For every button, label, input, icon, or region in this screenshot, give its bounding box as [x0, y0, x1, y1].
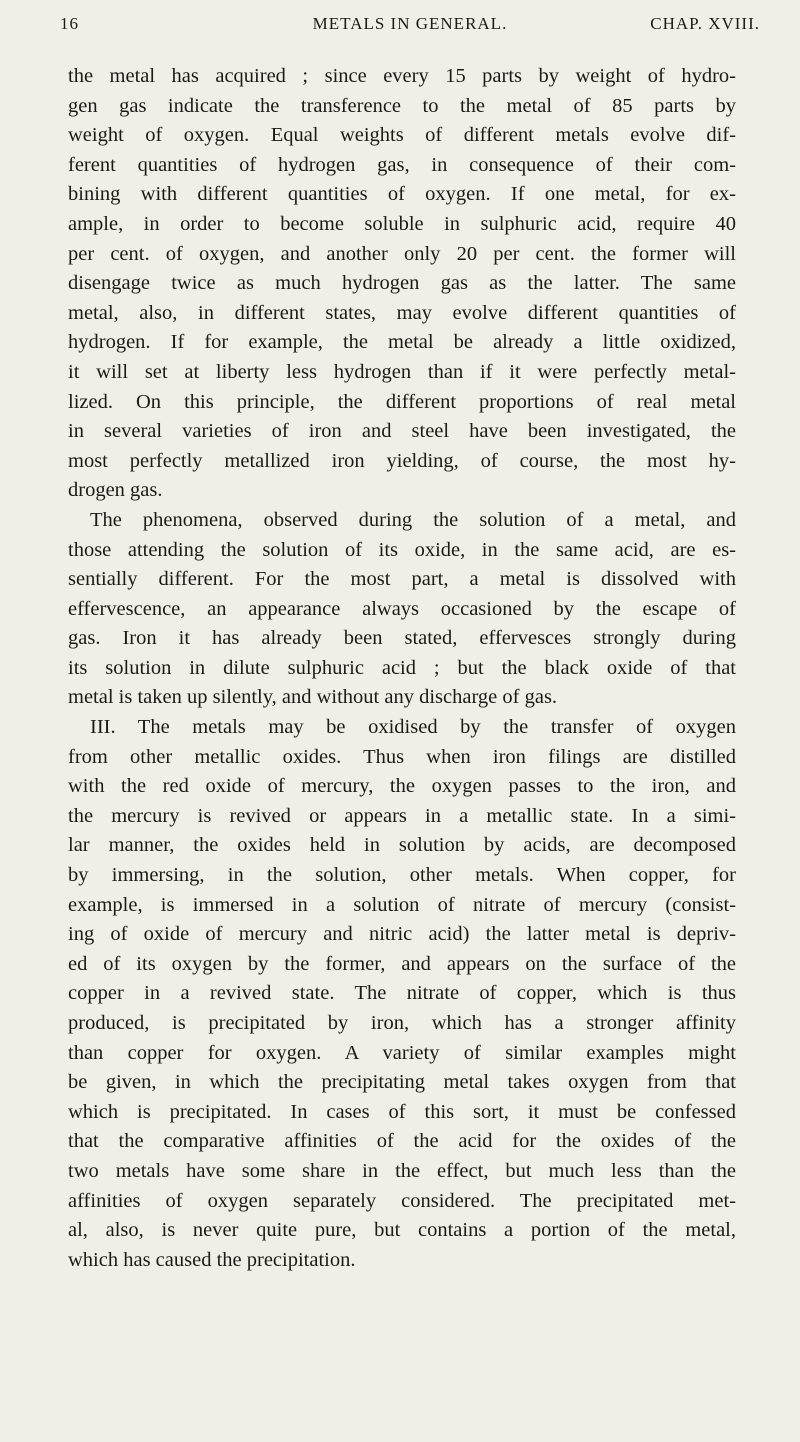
text-line: metal, also, in different states, may evolve different quantities of [68, 301, 736, 324]
text-line: hydrogen. If for example, the metal be already a little oxidized, [68, 331, 736, 354]
text-line: from other metallic oxides. Thus when iron filings are distilled [68, 745, 736, 768]
text-line: which has caused the precipitation. [68, 1248, 356, 1271]
text-line: the metal has acquired ; since every 15 parts by weight of hydro- [68, 65, 736, 87]
text-line: be given, in which the precipitating metal takes oxygen from that [68, 1071, 736, 1094]
text-line: by immersing, in the solution, other metals. When copper, for [68, 864, 736, 887]
text-line: example, is immersed in a solution of nitrate of mercury (consist- [68, 893, 736, 916]
text-line: its solution in dilute sulphuric acid ; but the black oxide of that [68, 656, 736, 679]
text-line: two metals have some share in the effect, but much less than the [68, 1159, 736, 1182]
text-line: which is precipitated. In cases of this sort, it must be confessed [68, 1100, 736, 1123]
text-line: ample, in order to become soluble in sulphuric acid, require 40 [68, 212, 736, 235]
text-line: disengage twice as much hydrogen gas as the latter. The same [68, 272, 736, 295]
text-line: per cent. of oxygen, and another only 20 per cent. the former will [68, 242, 736, 265]
text-line: copper in a revived state. The nitrate of copper, which is thus [68, 982, 736, 1005]
text-line: most perfectly metallized iron yielding, of course, the most hy- [68, 449, 736, 472]
text-line: those attending the solution of its oxide, in the same acid, are es- [68, 538, 736, 561]
text-line: gas. Iron it has already been stated, effervesces strongly during [68, 627, 736, 650]
text-line: weight of oxygen. Equal weights of different metals evolve dif- [68, 124, 736, 147]
text-line: the mercury is revived or appears in a metallic state. In a simi- [68, 804, 736, 827]
text-line: al, also, is never quite pure, but contains a portion of the metal, [68, 1219, 736, 1242]
text-line: drogen gas. [68, 479, 163, 502]
text-line: that the comparative affinities of the acid for the oxides of the [68, 1130, 736, 1153]
text-line: ed of its oxygen by the former, and appears on the surface of the [68, 952, 736, 975]
running-head [60, 14, 760, 44]
body-text [68, 62, 736, 1275]
text-line: ing of oxide of mercury and nitric acid) the latter metal is depriv- [68, 923, 736, 946]
text-line: affinities of oxygen separately considered. The precipitated met- [68, 1189, 736, 1212]
text-line: in several varieties of iron and steel have been investigated, the [68, 420, 736, 443]
text-line: than copper for oxygen. A variety of similar examples might [68, 1041, 736, 1064]
text-line: lized. On this principle, the different proportions of real metal [68, 390, 736, 413]
text-line: gen gas indicate the transference to the metal of 85 parts by [68, 94, 736, 117]
text-line: it will set at liberty less hydrogen than if it were perfectly metal- [68, 360, 736, 383]
text-line: lar manner, the oxides held in solution by acids, are decomposed [68, 834, 736, 857]
text-line: produced, is precipitated by iron, which has a stronger affinity [68, 1012, 736, 1034]
text-line: sentially different. For the most part, a metal is dissolved with [68, 568, 736, 591]
chapter-reference: CHAP. XVIII. [650, 14, 760, 33]
text-line: bining with different quantities of oxygen. If one metal, for ex- [68, 183, 736, 206]
text-line: ferent quantities of hydrogen gas, in consequence of their com- [68, 153, 736, 176]
text-line: effervescence, an appearance always occasioned by the escape of [68, 597, 736, 620]
page-number: 16 [60, 14, 79, 33]
text-line: The phenomena, observed during the solution of a metal, and [90, 508, 736, 531]
text-line: III. The metals may be oxidised by the transfer of oxygen [90, 716, 736, 739]
text-line: metal is taken up silently, and without any discharge of gas. [68, 686, 558, 709]
chapter-title: METALS IN GENERAL. [312, 14, 508, 33]
text-line: with the red oxide of mercury, the oxygen passes to the iron, and [68, 775, 736, 798]
